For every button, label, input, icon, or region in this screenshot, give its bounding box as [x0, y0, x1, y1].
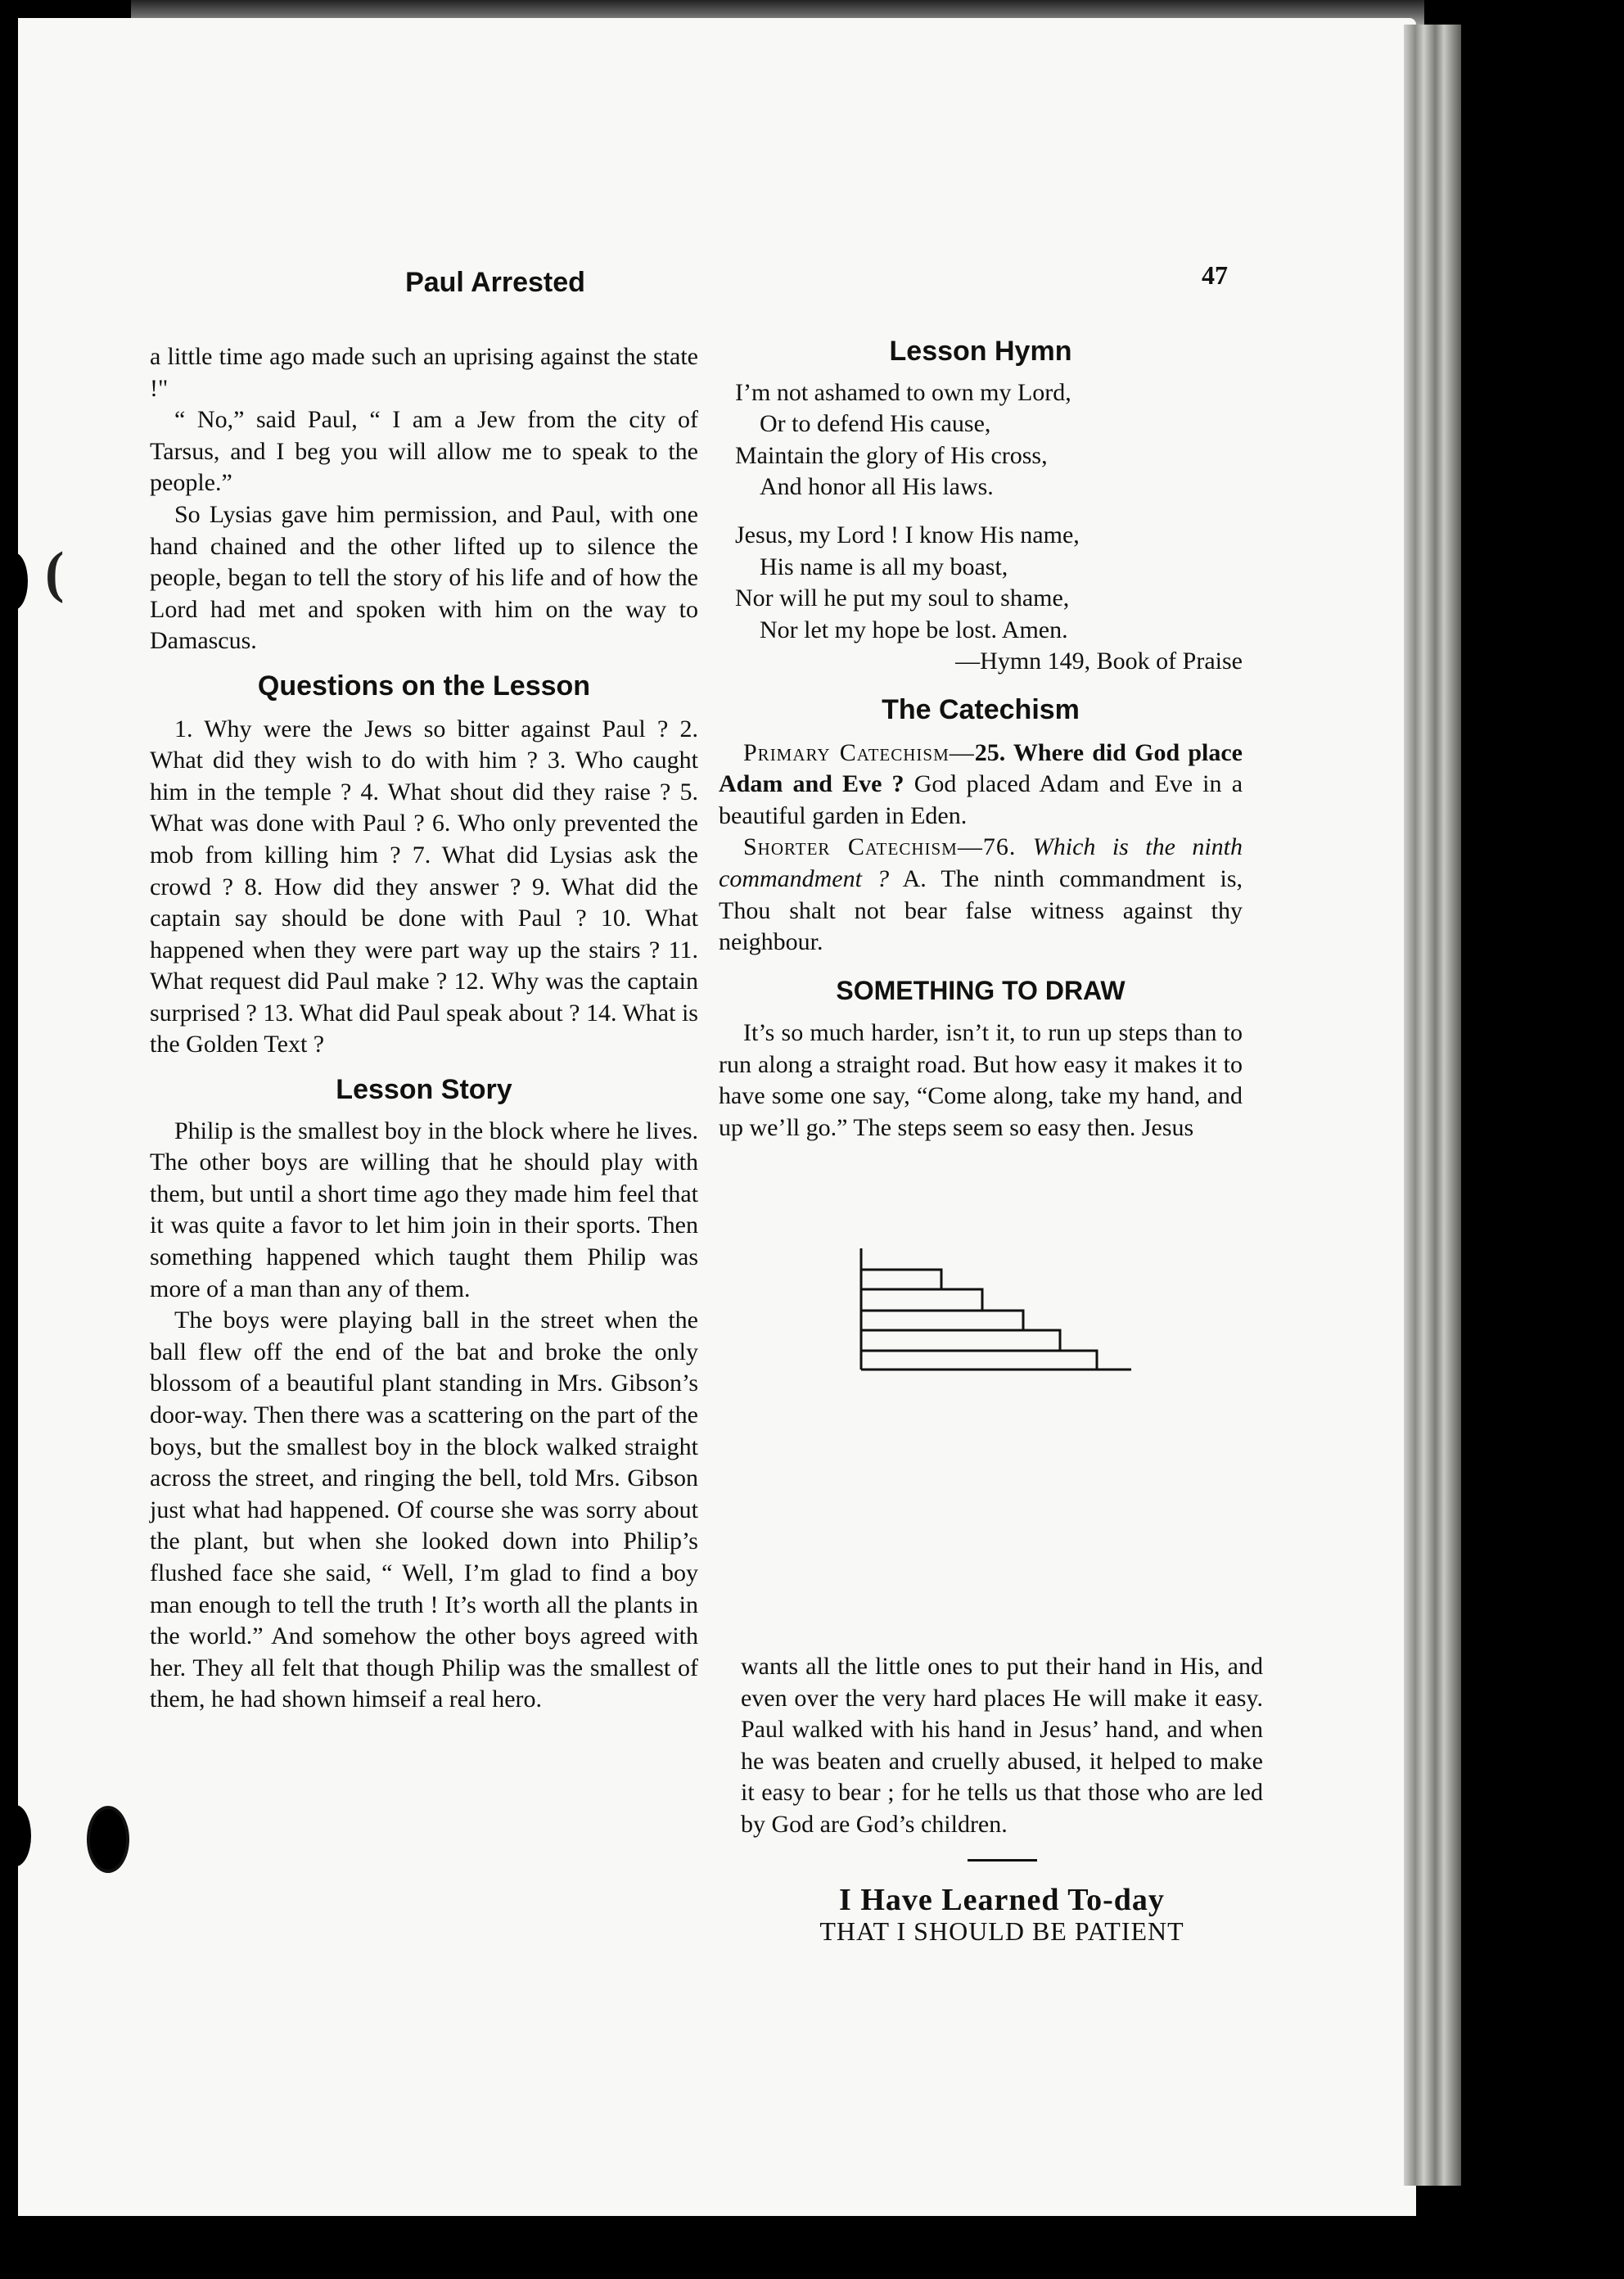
steps-drawing — [851, 1247, 1138, 1374]
right-column-lower — [741, 1651, 1263, 1947]
learned-title: I Have Learned To-day — [839, 1882, 1165, 1917]
shorter-catechism-question: Which is the ninth commandment ? — [719, 833, 1243, 892]
questions-paragraph: 1. Why were the Jews so bitter against Paul ? 2. What did they wish to do with him ? 3. Who caught him in the temple ? 4. What shout did they raise ? 5. What was done with Paul ? 6. Who only prevented the mob from killing him ? 7. What did Lysias ask the crowd ? 8. How did they answer ? 9. What did the captain say should be done with Paul ? 10. What happened when they were part way up the stairs ? 11. What request did Paul make ? 12. Why was the captain surprised ? 13. What did Paul speak about ? 14. What is the Golden Text ? — [150, 715, 698, 1058]
binding-hole — [0, 553, 28, 610]
hymn-verse — [735, 520, 1243, 646]
draw-paragraph-continued: wants all the little ones to put their hand in His, and even over the very hard places He will make it easy. Paul walked with his hand in Jesus’ hand, and when he was beaten and cruelly abused, it helped to make it easy to bear ; for he tells us that those who are led by God are God’s children. — [741, 1653, 1263, 1838]
running-head: Paul Arrested — [405, 267, 585, 298]
shorter-catechism — [719, 832, 1243, 958]
page-number: 47 — [1202, 260, 1228, 290]
primary-catechism-question: 25. Where did God place Adam and Eve ? — [719, 738, 1243, 798]
hymn-line: Jesus, my Lord ! I know His name, — [735, 521, 1080, 548]
step-line — [861, 1289, 982, 1311]
primary-catechism-label: Primary Catechism— — [743, 738, 975, 766]
draw-heading: SOMETHING TO DRAW — [836, 975, 1126, 1005]
hymn-line: I’m not ashamed to own my Lord, — [735, 378, 1071, 406]
hymn-line: Nor will he put my soul to shame, — [735, 584, 1070, 612]
story-paragraph: The boys were playing ball in the street when the ball flew off the end of the bat and broke the only blossom of a beautiful plant standing in Mrs. Gibson’s door-way. Then there was a scattering on the part of the boys, but the smallest boy in the block walked straight across the street, and ringing the bell, told Mrs. Gibson just what had happened. Of course she was sorry about the plant, but when she looked down into Philip’s flushed face she said, “ Well, I’m glad to find a boy man enough to tell the truth ! It’s worth all the plants in the world.” And somehow the other boys agreed with her. They all felt that though Philip was the smallest of them, he had shown himseif a real hero. — [150, 1306, 698, 1713]
hymn-line: His name is all my boast, — [760, 553, 1008, 580]
page-stack-edge — [1404, 25, 1461, 2186]
primary-catechism-answer: God placed Adam and Eve in a beautiful garden in Eden. — [719, 770, 1243, 829]
step-line — [861, 1270, 941, 1289]
questions-heading: Questions on the Lesson — [257, 670, 591, 702]
story-heading: Lesson Story — [336, 1074, 512, 1106]
intro-paragraph: So Lysias gave him permission, and Paul, with one hand chained and the other lifted up to silence the people, began to tell the story of his life and of how the Lord had met and spoken with him on the way to Damascus. — [150, 500, 698, 655]
draw-paragraph: It’s so much harder, isn’t it, to run up steps than to run along a straight road. But how easy it makes it to have some one say, “Come along, take my hand, and up we’ll go.” The steps seem so easy then. Jesus — [719, 1019, 1243, 1142]
intro-paragraph: “ No,” said Paul, “ I am a Jew from the city of Tarsus, and I beg you will allow me to speak to the people.” — [150, 406, 698, 497]
shorter-catechism-answer: A. The ninth commandment is, Thou shalt not bear false witness against thy neighbour. — [719, 864, 1243, 956]
story-paragraph: Philip is the smallest boy in the block where he lives. The other boys are willing that he should play with them, but until a short time ago they made him feel that it was quite a favor to let him join in their sports. Then something happened which taught them Philip was more of a man than any of them. — [150, 1117, 698, 1302]
binding-hole — [82, 1801, 134, 1878]
divider-rule — [968, 1859, 1037, 1862]
intro-paragraph: a little time ago made such an uprising against the state !" — [150, 343, 698, 402]
left-column — [150, 341, 698, 1716]
primary-catechism — [719, 738, 1243, 833]
hymn-line: Nor let my hope be lost. Amen. — [760, 616, 1068, 643]
step-line — [861, 1351, 1097, 1370]
binding-hole — [0, 1805, 31, 1866]
catechism-heading: The Catechism — [882, 693, 1080, 725]
right-column — [719, 336, 1243, 1144]
hymn-line: Maintain the glory of His cross, — [735, 441, 1048, 469]
learned-text: THAT I SHOULD BE PATIENT — [819, 1916, 1184, 1947]
margin-mark: ( — [45, 541, 65, 604]
hymn-heading: Lesson Hymn — [889, 336, 1072, 367]
hymn-verse — [735, 377, 1243, 503]
shorter-catechism-label: Shorter Catechism—76. — [743, 833, 1017, 861]
hymn-line: And honor all His laws. — [760, 473, 994, 501]
step-line — [861, 1330, 1060, 1351]
step-line — [861, 1311, 1023, 1330]
hymn-line: Or to defend His cause, — [760, 410, 991, 438]
hymn-source: —Hymn 149, Book of Praise — [955, 648, 1243, 675]
